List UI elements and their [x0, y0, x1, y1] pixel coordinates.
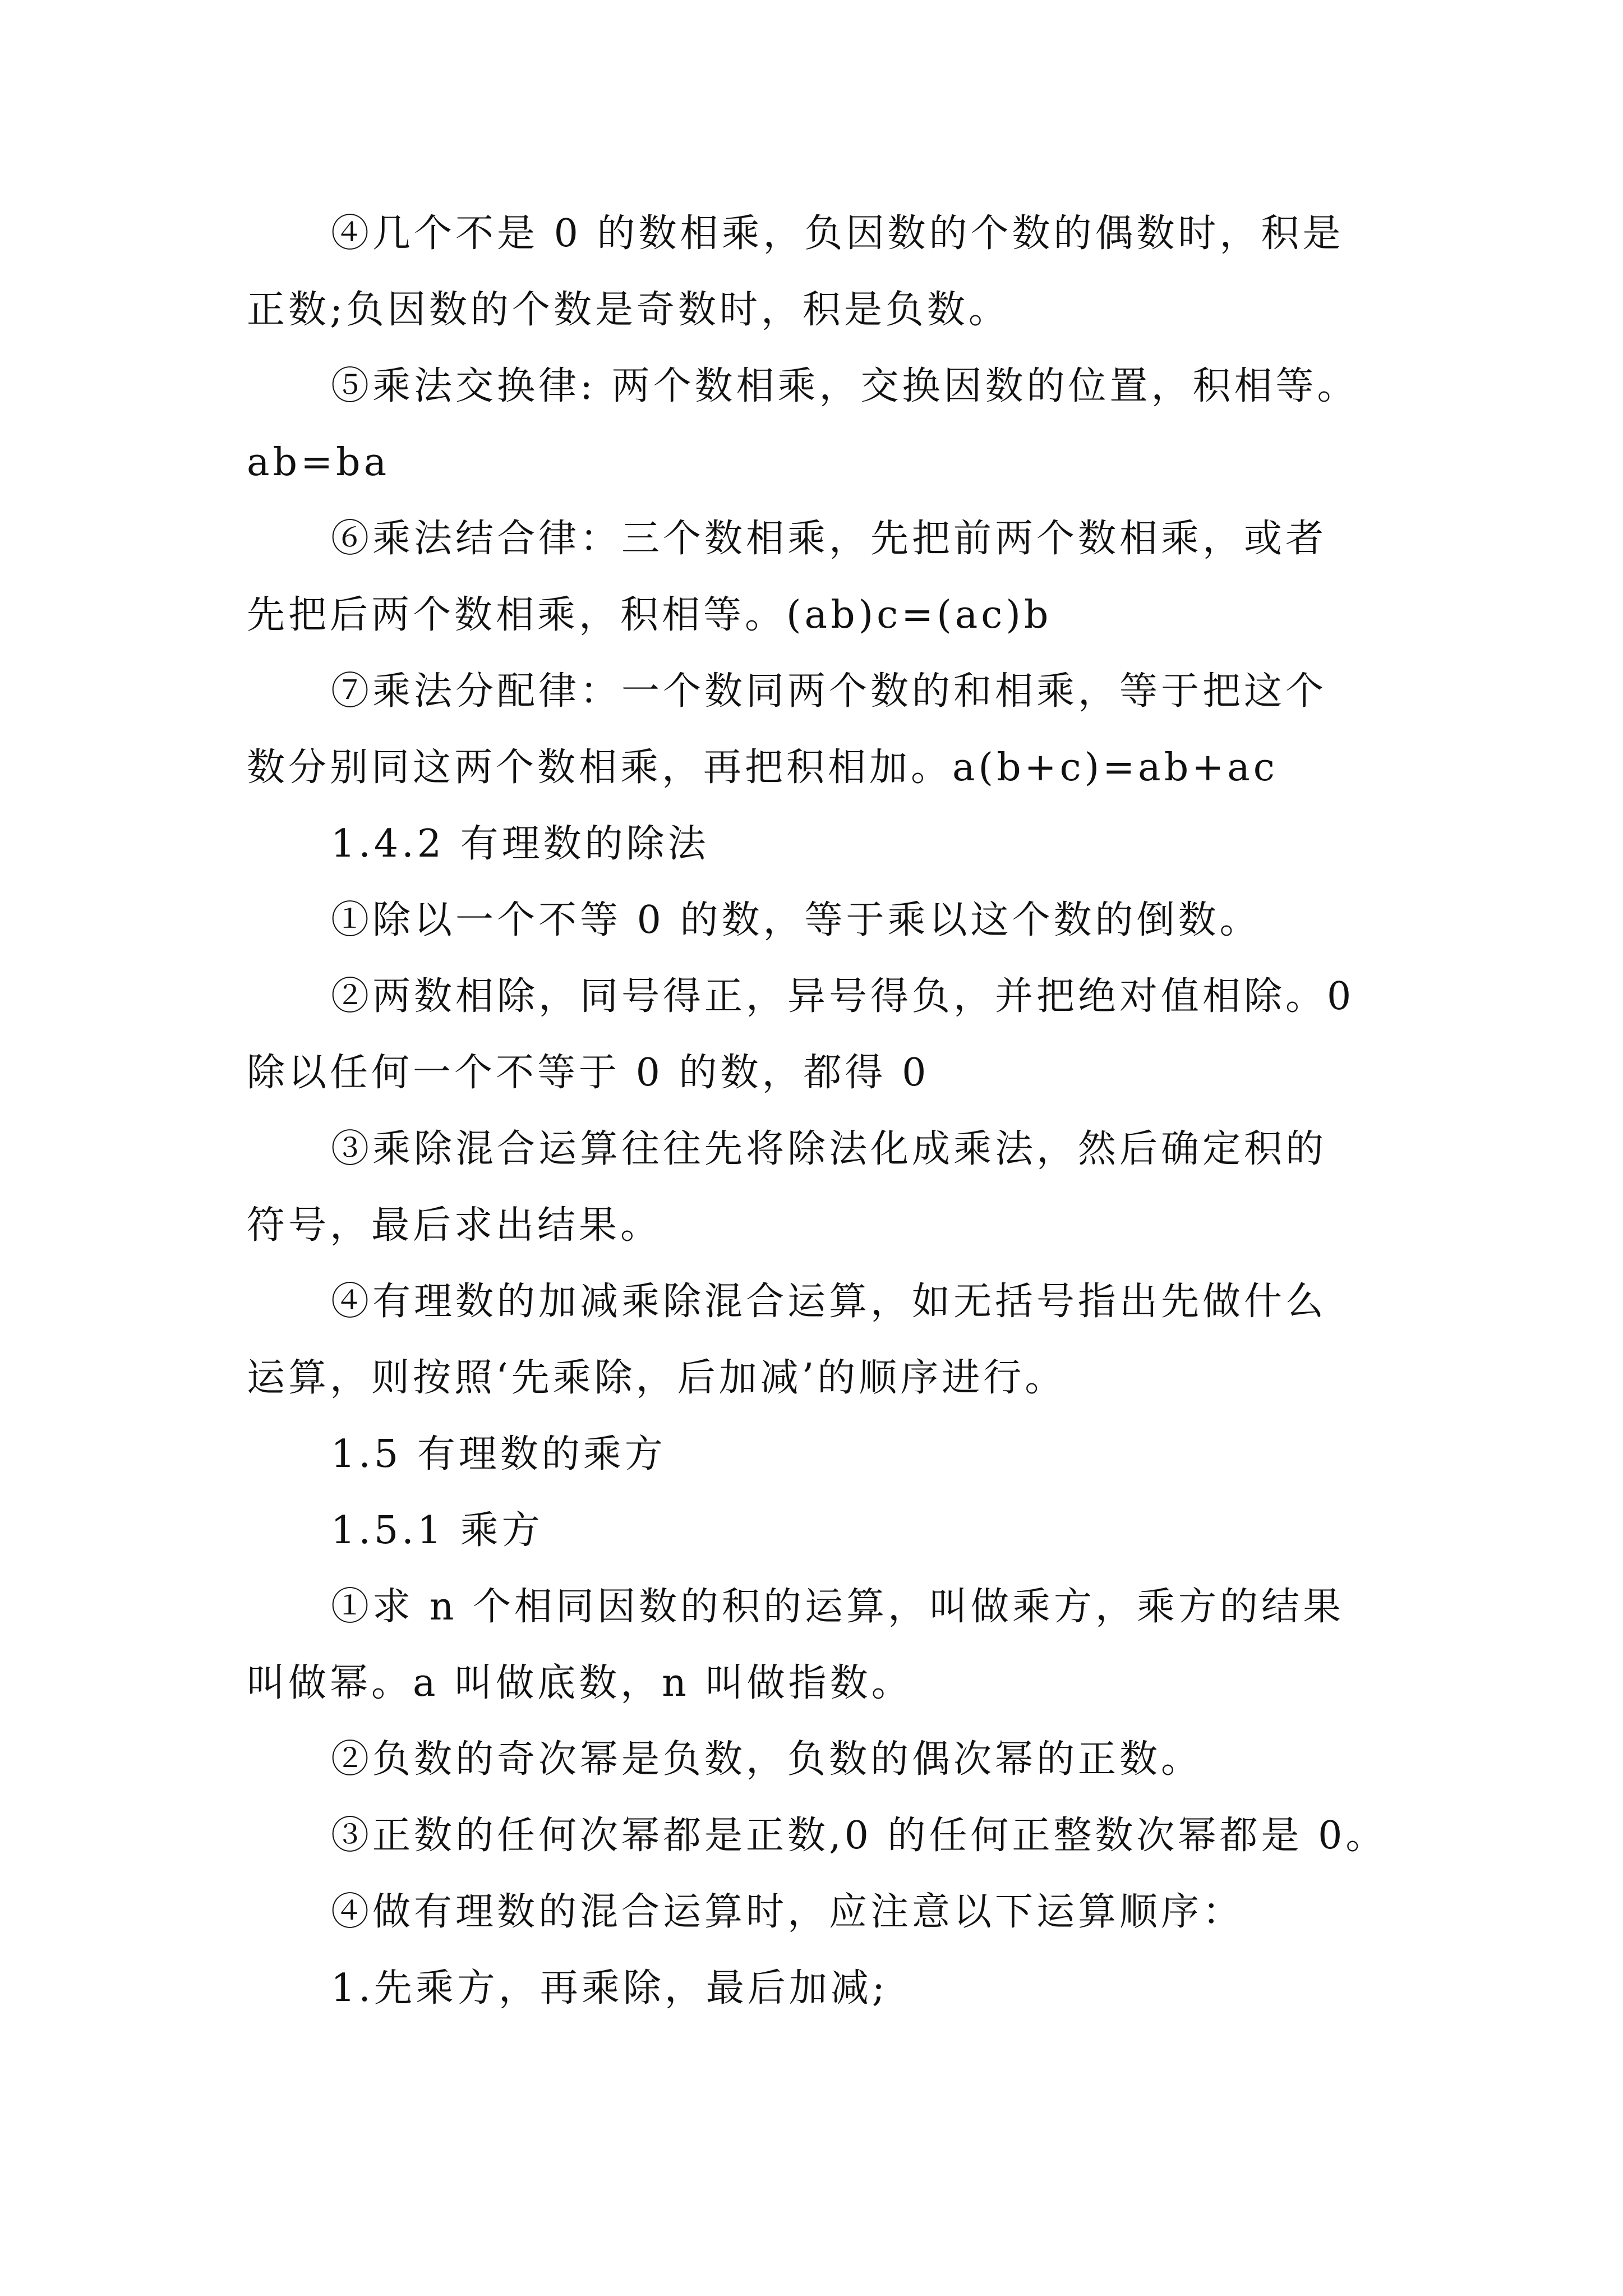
paragraph-line: 运算，则按照‘先乘除，后加减’的顺序进行。	[247, 1356, 1067, 1400]
paragraph-line: ②两数相除，同号得正，异号得负，并把绝对值相除。0	[331, 974, 1355, 1019]
paragraph-line: ⑤乘法交换律: 两个数相乘，交换因数的位置，积相等。	[331, 364, 1359, 408]
paragraph-line: 先把后两个数相乘，积相等。(ab)c=(ac)b	[247, 593, 1052, 637]
paragraph-line: ③正数的任何次幂都是正数,0 的任何正整数次幂都是 0。	[331, 1814, 1387, 1858]
paragraph-line: ④做有理数的混合运算时，应注意以下运算顺序：	[331, 1890, 1244, 1934]
paragraph-line: ②负数的奇次幂是负数，负数的偶次幂的正数。	[331, 1737, 1203, 1782]
paragraph-line: ④几个不是 0 的数相乘，负因数的个数的偶数时，积是	[331, 211, 1344, 256]
paragraph-line: 符号，最后求出结果。	[247, 1203, 662, 1248]
paragraph-line: ab=ba	[247, 440, 390, 485]
paragraph-line: ①求 n 个相同因数的积的运算，叫做乘方，乘方的结果	[331, 1585, 1345, 1629]
section-heading: 1.4.2 有理数的除法	[331, 822, 709, 866]
paragraph-line: ⑦乘法分配律：一个数同两个数的和相乘，等于把这个	[331, 669, 1327, 714]
paragraph-line: 叫做幂。a 叫做底数，n 叫做指数。	[247, 1661, 913, 1705]
paragraph-line: ③乘除混合运算往往先将除法化成乘法，然后确定积的	[331, 1127, 1327, 1171]
paragraph-line: 数分别同这两个数相乘，再把积相加。a(b+c)=ab+ac	[247, 746, 1278, 790]
paragraph-line: 正数;负因数的个数是奇数时，积是负数。	[247, 288, 1010, 332]
paragraph-line: ①除以一个不等 0 的数，等于乘以这个数的倒数。	[331, 898, 1261, 942]
paragraph-line: ④有理数的加减乘除混合运算，如无括号指出先做什么	[331, 1280, 1327, 1324]
paragraph-line: ⑥乘法结合律：三个数相乘，先把前两个数相乘，或者	[331, 517, 1327, 561]
section-heading: 1.5 有理数的乘方	[331, 1432, 666, 1476]
paragraph-line: 1.先乘方，再乘除，最后加减;	[331, 1966, 888, 2010]
paragraph-line: 除以任何一个不等于 0 的数，都得 0	[247, 1051, 930, 1095]
section-heading: 1.5.1 乘方	[331, 1508, 543, 1553]
